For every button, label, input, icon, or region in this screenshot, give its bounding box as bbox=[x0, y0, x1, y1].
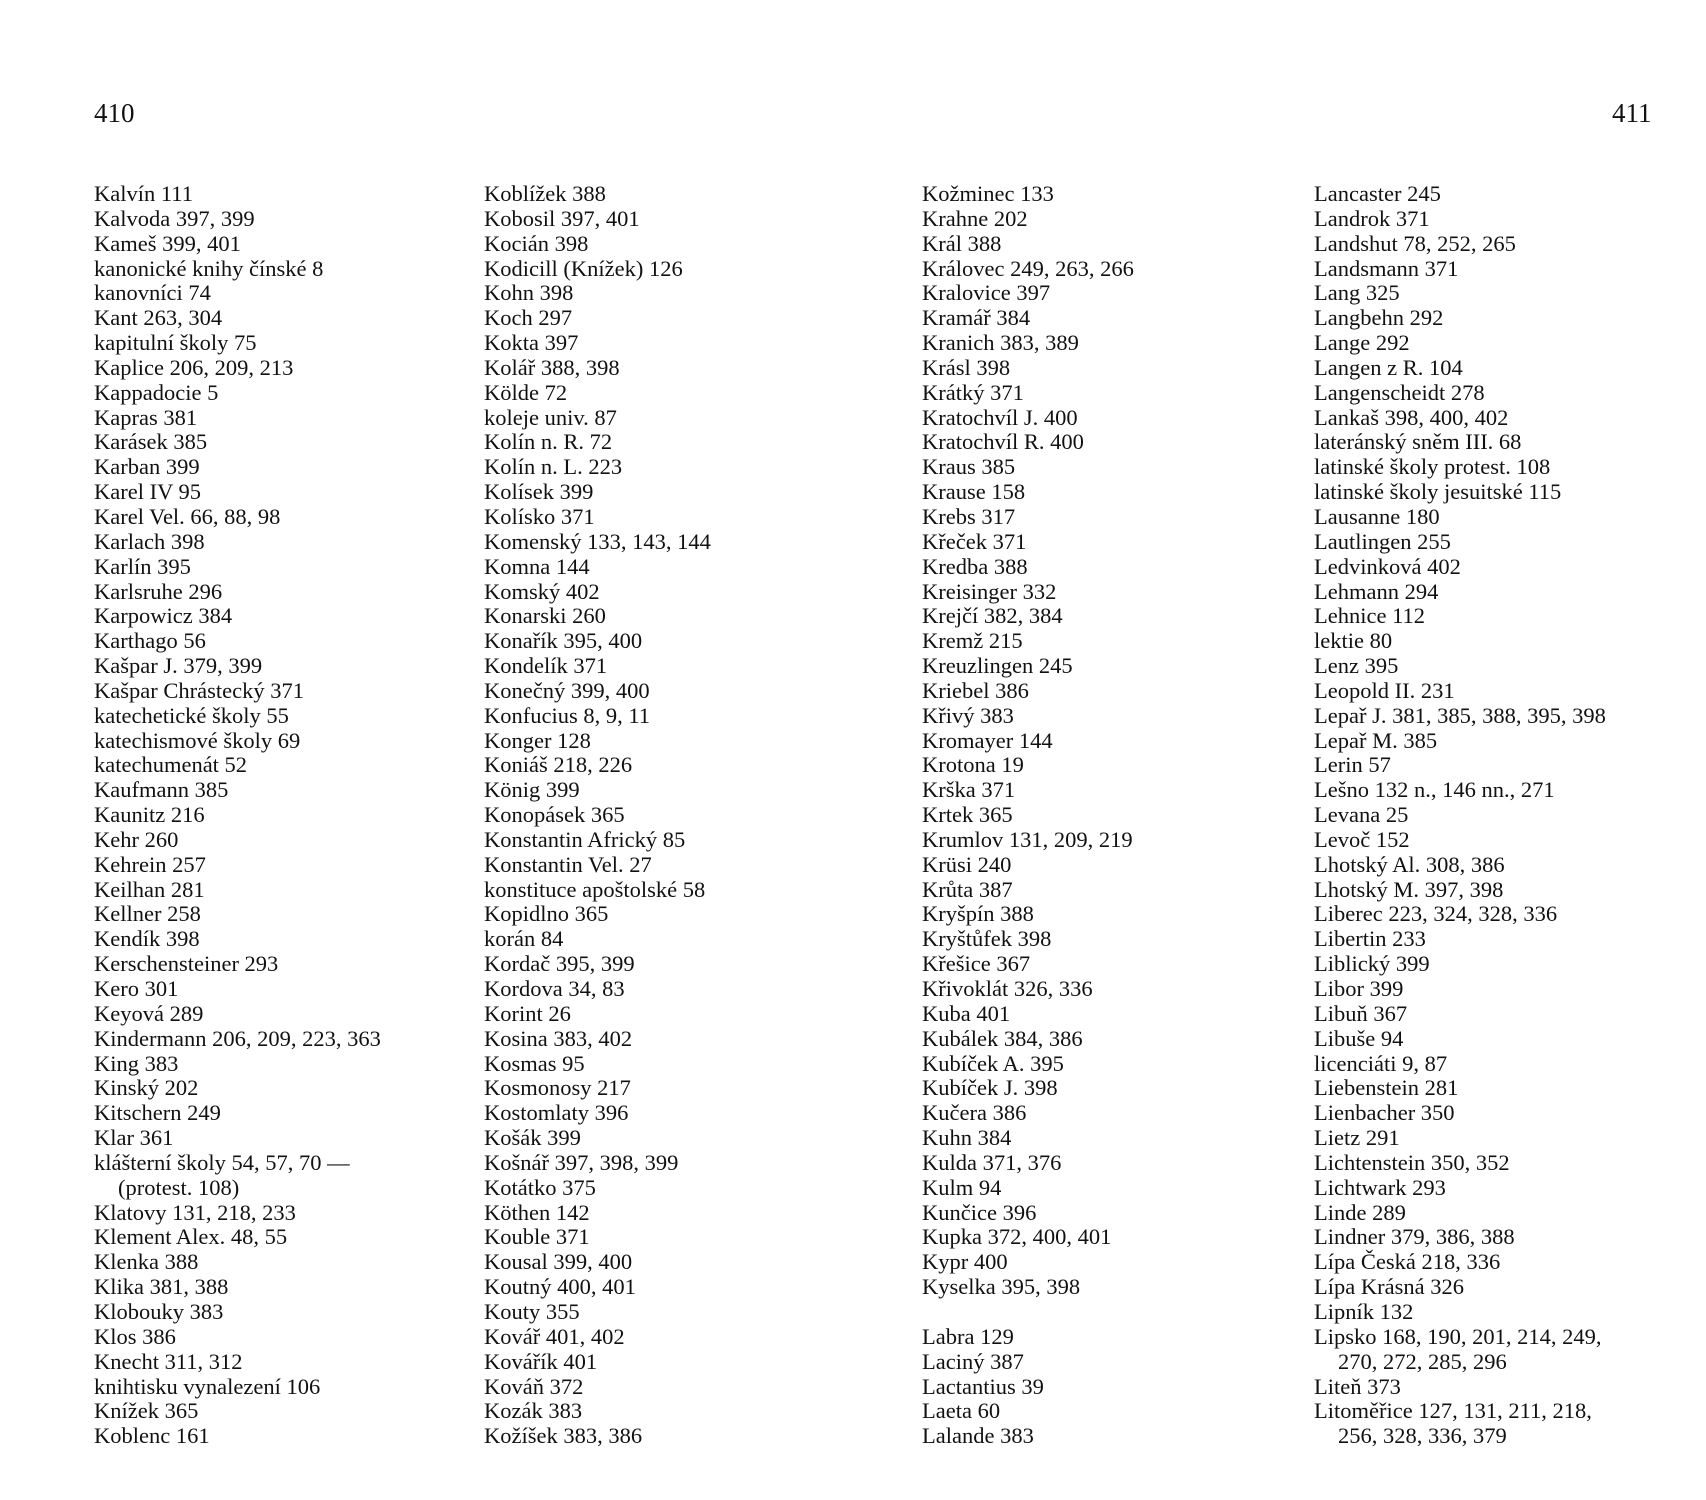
index-entry: Libuň 367 bbox=[1314, 1000, 1408, 1026]
index-entry: Lípa Krásná 326 bbox=[1314, 1274, 1464, 1300]
index-entry: Kosmas 95 bbox=[484, 1050, 585, 1076]
index-entry: Kreisinger 332 bbox=[922, 578, 1057, 604]
index-entry: Kuba 401 bbox=[922, 1000, 1011, 1026]
index-entry: Klenka 388 bbox=[94, 1249, 199, 1275]
index-entry: Lactantius 39 bbox=[922, 1373, 1044, 1399]
index-entry: Kulda 371, 376 bbox=[922, 1149, 1062, 1175]
index-entry: Kobosil 397, 401 bbox=[484, 205, 640, 231]
index-entry: Košák 399 bbox=[484, 1125, 581, 1151]
index-entry: Lipník 132 bbox=[1314, 1298, 1414, 1324]
index-entry: Krause 158 bbox=[922, 479, 1026, 505]
index-entry: Krásl 398 bbox=[922, 354, 1011, 380]
index-entry: Karlsruhe 296 bbox=[94, 578, 223, 604]
index-entry: Kameš 399, 401 bbox=[94, 230, 241, 256]
index-entry: lateránský sněm III. 68 bbox=[1314, 429, 1522, 455]
index-entry: Kalvoda 397, 399 bbox=[94, 205, 255, 231]
index-entry: Kromayer 144 bbox=[922, 727, 1053, 753]
index-entry: Karel Vel. 66, 88, 98 bbox=[94, 503, 281, 529]
index-entry: Karel IV 95 bbox=[94, 479, 202, 505]
index-entry: Kašpar Chrástecký 371 bbox=[94, 677, 304, 703]
index-entry: Karpowicz 384 bbox=[94, 603, 233, 629]
index-entry: konstituce apoštolské 58 bbox=[484, 876, 706, 902]
index-entry: Liblický 399 bbox=[1314, 951, 1430, 977]
index-entry: Laeta 60 bbox=[922, 1398, 1001, 1424]
index-entry: Kehrein 257 bbox=[94, 851, 206, 877]
index-entry: Langen z R. 104 bbox=[1314, 354, 1463, 380]
index-entry: King 383 bbox=[94, 1050, 179, 1076]
index-entry: Linde 289 bbox=[1314, 1199, 1406, 1225]
index-entry: Knecht 311, 312 bbox=[94, 1348, 243, 1374]
index-entry: knihtisku vynalezení 106 bbox=[94, 1373, 321, 1399]
index-entry: Langenscheidt 278 bbox=[1314, 379, 1485, 405]
index-entry: Libertin 233 bbox=[1314, 926, 1426, 952]
index-entry: Křivoklát 326, 336 bbox=[922, 976, 1093, 1001]
index-entry: katechismové školy 69 bbox=[94, 727, 301, 753]
index-entry: Krtek 365 bbox=[922, 802, 1013, 828]
index-entry: Koblenc 161 bbox=[94, 1423, 210, 1449]
index-entry: klášterní školy 54, 57, 70 — bbox=[94, 1149, 350, 1175]
index-entry: Kubálek 384, 386 bbox=[922, 1025, 1083, 1051]
index-entry: Lienbacher 350 bbox=[1314, 1100, 1455, 1126]
index-entry: Kovář 401, 402 bbox=[484, 1323, 625, 1349]
index-entry: Lancaster 245 bbox=[1314, 181, 1441, 206]
index-entry: Kordova 34, 83 bbox=[484, 976, 625, 1001]
index-entry: Lhotský M. 397, 398 bbox=[1314, 876, 1504, 902]
index-entry: Lipsko 168, 190, 201, 214, 249, bbox=[1314, 1323, 1602, 1349]
index-entry: Kocián 398 bbox=[484, 230, 589, 256]
index-entry: Košnář 397, 398, 399 bbox=[484, 1149, 679, 1175]
index-entry: Kunčice 396 bbox=[922, 1199, 1037, 1225]
index-entry: Kosina 383, 402 bbox=[484, 1025, 633, 1051]
index-entry: Karlach 398 bbox=[94, 528, 205, 554]
index-entry: Libor 399 bbox=[1314, 976, 1404, 1001]
index-entry: Lang 325 bbox=[1314, 280, 1400, 306]
index-entry: Koutný 400, 401 bbox=[484, 1274, 636, 1300]
index-entry: Lenz 395 bbox=[1314, 653, 1399, 679]
index-entry: Kaunitz 216 bbox=[94, 802, 205, 828]
index-entry: Kondelík 371 bbox=[484, 653, 608, 679]
index-entry: kanonické knihy čínské 8 bbox=[94, 255, 324, 281]
index-entry: Lankaš 398, 400, 402 bbox=[1314, 404, 1509, 430]
index-entry: Kokta 397 bbox=[484, 330, 579, 356]
index-entry: Kellner 258 bbox=[94, 901, 201, 927]
index-entry: Kousal 399, 400 bbox=[484, 1249, 633, 1275]
index-entry: Kindermann 206, 209, 223, 363 bbox=[94, 1025, 381, 1051]
index-entry: katechetické školy 55 bbox=[94, 702, 289, 728]
index-entry: Konečný 399, 400 bbox=[484, 677, 650, 703]
index-entry: Kraus 385 bbox=[922, 454, 1016, 480]
index-entry: Kulm 94 bbox=[922, 1174, 1002, 1200]
index-entry: Krška 371 bbox=[922, 777, 1016, 803]
index-entry: lektie 80 bbox=[1314, 628, 1393, 654]
index-column-4 bbox=[1314, 182, 1606, 1449]
index-entry: koleje univ. 87 bbox=[484, 404, 617, 430]
index-column-3 bbox=[922, 182, 1134, 1449]
index-entry: Liteň 373 bbox=[1314, 1373, 1401, 1399]
index-entry: Kitschern 249 bbox=[94, 1100, 221, 1126]
index-entry: Lhotský Al. 308, 386 bbox=[1314, 851, 1505, 877]
index-entry: Landrok 371 bbox=[1314, 205, 1430, 231]
index-entry: Liberec 223, 324, 328, 336 bbox=[1314, 901, 1558, 927]
index-entry: Kostomlaty 396 bbox=[484, 1100, 629, 1126]
index-entry: korán 84 bbox=[484, 926, 564, 952]
index-entry: Komský 402 bbox=[484, 578, 600, 604]
index-entry: Kolísek 399 bbox=[484, 479, 594, 505]
index-entry: Kolín n. L. 223 bbox=[484, 454, 623, 480]
index-entry: König 399 bbox=[484, 777, 580, 803]
index-entry: Keilhan 281 bbox=[94, 876, 205, 902]
page-number-right: 411 bbox=[1612, 98, 1652, 128]
index-entry: latinské školy protest. 108 bbox=[1314, 454, 1551, 480]
index-entry: Karban 399 bbox=[94, 454, 200, 480]
index-entry: Kotátko 375 bbox=[484, 1174, 596, 1200]
index-entry: Kordač 395, 399 bbox=[484, 951, 635, 977]
index-entry: kanovníci 74 bbox=[94, 280, 211, 306]
index-entry: Keyová 289 bbox=[94, 1000, 204, 1026]
index-entry: Kozák 383 bbox=[484, 1398, 583, 1424]
index-entry: Kosmonosy 217 bbox=[484, 1075, 631, 1101]
section-gap bbox=[922, 1300, 1134, 1325]
index-entry: Krátký 371 bbox=[922, 379, 1024, 405]
index-entry: Kovářík 401 bbox=[484, 1348, 598, 1374]
index-entry: 256, 328, 336, 379 bbox=[1338, 1423, 1507, 1449]
index-entry: Labra 129 bbox=[922, 1323, 1014, 1349]
index-entry: Korint 26 bbox=[484, 1000, 571, 1026]
index-entry: Levoč 152 bbox=[1314, 826, 1410, 852]
index-entry: latinské školy jesuitské 115 bbox=[1314, 479, 1562, 505]
index-entry: Kubíček J. 398 bbox=[922, 1075, 1058, 1101]
index-entry: Krumlov 131, 209, 219 bbox=[922, 826, 1133, 852]
index-entry: kapitulní školy 75 bbox=[94, 330, 257, 356]
index-entry: Kremž 215 bbox=[922, 628, 1023, 654]
index-entry: Kerschensteiner 293 bbox=[94, 951, 279, 977]
index-entry: Langbehn 292 bbox=[1314, 305, 1444, 331]
index-entry: Kryšpín 388 bbox=[922, 901, 1034, 927]
index-entry: Kouty 355 bbox=[484, 1298, 580, 1324]
index-entry: Kouble 371 bbox=[484, 1224, 590, 1250]
index-entry: Kryštůfek 398 bbox=[922, 926, 1052, 952]
index-entry: Konger 128 bbox=[484, 727, 591, 753]
index-entry: Kalvín 111 bbox=[94, 181, 193, 206]
index-entry: Krebs 317 bbox=[922, 503, 1016, 529]
index-entry: Levana 25 bbox=[1314, 802, 1409, 828]
index-entry: Křeček 371 bbox=[922, 528, 1027, 554]
index-entry: Lalande 383 bbox=[922, 1423, 1034, 1449]
index-entry: Král 388 bbox=[922, 230, 1002, 256]
index-entry: Klobouky 383 bbox=[94, 1298, 224, 1324]
index-entry: 270, 272, 285, 296 bbox=[1338, 1348, 1507, 1374]
page-number-left: 410 bbox=[94, 98, 135, 128]
index-entry: Kehr 260 bbox=[94, 826, 179, 852]
index-entry: Landshut 78, 252, 265 bbox=[1314, 230, 1516, 256]
index-entry: Lindner 379, 386, 388 bbox=[1314, 1224, 1515, 1250]
index-entry: Lichtwark 293 bbox=[1314, 1174, 1446, 1200]
index-entry: Komenský 133, 143, 144 bbox=[484, 528, 711, 554]
index-entry: Liebenstein 281 bbox=[1314, 1075, 1459, 1101]
index-entry: Klement Alex. 48, 55 bbox=[94, 1224, 288, 1250]
index-entry: Kendík 398 bbox=[94, 926, 200, 952]
index-entry: Kopidlno 365 bbox=[484, 901, 609, 927]
index-entry: Litoměřice 127, 131, 211, 218, bbox=[1314, 1398, 1592, 1424]
index-entry: Kappadocie 5 bbox=[94, 379, 219, 405]
index-entry: Kožminec 133 bbox=[922, 181, 1054, 206]
index-entry: Landsmann 371 bbox=[1314, 255, 1459, 281]
index-entry: Kölde 72 bbox=[484, 379, 568, 405]
index-entry: Kredba 388 bbox=[922, 553, 1028, 579]
index-entry: Kašpar J. 379, 399 bbox=[94, 653, 263, 679]
index-entry: Koblížek 388 bbox=[484, 181, 606, 206]
index-entry: Lange 292 bbox=[1314, 330, 1410, 356]
index-entry: Konarski 260 bbox=[484, 603, 606, 629]
index-entry: Koniáš 218, 226 bbox=[484, 752, 633, 778]
index-column-1 bbox=[94, 182, 381, 1449]
index-entry: Karthago 56 bbox=[94, 628, 206, 654]
index-entry: Konstantin Africký 85 bbox=[484, 826, 686, 852]
index-entry: Lehmann 294 bbox=[1314, 578, 1439, 604]
index-entry: Klar 361 bbox=[94, 1125, 174, 1151]
index-entry: licenciáti 9, 87 bbox=[1314, 1050, 1448, 1076]
index-entry: Köthen 142 bbox=[484, 1199, 590, 1225]
index-entry: Konfucius 8, 9, 11 bbox=[484, 702, 651, 728]
index-entry: Kratochvíl R. 400 bbox=[922, 429, 1084, 455]
index-entry: Kohn 398 bbox=[484, 280, 574, 306]
index-entry: Lausanne 180 bbox=[1314, 503, 1440, 529]
index-column-2 bbox=[484, 182, 711, 1449]
index-entry: Kinský 202 bbox=[94, 1075, 199, 1101]
index-entry: Kodicill (Knížek) 126 bbox=[484, 255, 683, 281]
index-entry: Kreuzlingen 245 bbox=[922, 653, 1073, 679]
index-entry: katechumenát 52 bbox=[94, 752, 248, 778]
index-entry: Krůta 387 bbox=[922, 876, 1013, 902]
index-entry: Kučera 386 bbox=[922, 1100, 1027, 1126]
index-entry: Ledvinková 402 bbox=[1314, 553, 1461, 579]
index-entry: Kant 263, 304 bbox=[94, 305, 223, 331]
index-entry: Kriebel 386 bbox=[922, 677, 1029, 703]
index-entry: Kyselka 395, 398 bbox=[922, 1274, 1081, 1300]
index-entry: Leopold II. 231 bbox=[1314, 677, 1455, 703]
index-entry: Kralovice 397 bbox=[922, 280, 1051, 306]
index-entry: Koch 297 bbox=[484, 305, 573, 331]
index-entry: Laciný 387 bbox=[922, 1348, 1024, 1374]
index-entry: Lehnice 112 bbox=[1314, 603, 1425, 629]
index-entry: Krahne 202 bbox=[922, 205, 1028, 231]
index-entry: Lepař J. 381, 385, 388, 395, 398 bbox=[1314, 702, 1606, 728]
index-entry: Kypr 400 bbox=[922, 1249, 1008, 1275]
index-entry: Konstantin Vel. 27 bbox=[484, 851, 652, 877]
index-entry: Kero 301 bbox=[94, 976, 179, 1001]
index-entry: Konopásek 365 bbox=[484, 802, 625, 828]
index-entry: Libuše 94 bbox=[1314, 1025, 1404, 1051]
index-entry: Klika 381, 388 bbox=[94, 1274, 229, 1300]
index-entry: Komna 144 bbox=[484, 553, 590, 579]
index-entry: Kramář 384 bbox=[922, 305, 1031, 331]
index-entry: (protest. 108) bbox=[118, 1174, 240, 1200]
index-entry: Kubíček A. 395 bbox=[922, 1050, 1064, 1076]
index-entry: Kolísko 371 bbox=[484, 503, 595, 529]
index-entry: Lešno 132 n., 146 nn., 271 bbox=[1314, 777, 1555, 803]
index-entry: Křešice 367 bbox=[922, 951, 1031, 977]
index-entry: Lautlingen 255 bbox=[1314, 528, 1451, 554]
index-entry: Knížek 365 bbox=[94, 1398, 199, 1424]
index-entry: Lerin 57 bbox=[1314, 752, 1391, 778]
index-entry: Kupka 372, 400, 401 bbox=[922, 1224, 1112, 1250]
index-entry: Kuhn 384 bbox=[922, 1125, 1012, 1151]
index-entry: Konařík 395, 400 bbox=[484, 628, 643, 654]
index-entry: Klos 386 bbox=[94, 1323, 176, 1349]
index-entry: Karlín 395 bbox=[94, 553, 191, 579]
index-entry: Kolář 388, 398 bbox=[484, 354, 620, 380]
index-entry: Křivý 383 bbox=[922, 702, 1014, 728]
index-entry: Kratochvíl J. 400 bbox=[922, 404, 1078, 430]
index-entry: Lietz 291 bbox=[1314, 1125, 1400, 1151]
index-entry: Klatovy 131, 218, 233 bbox=[94, 1199, 296, 1225]
index-entry: Karásek 385 bbox=[94, 429, 208, 455]
index-entry: Krotona 19 bbox=[922, 752, 1024, 778]
index-entry: Krüsi 240 bbox=[922, 851, 1012, 877]
index-entry: Královec 249, 263, 266 bbox=[922, 255, 1134, 281]
index-entry: Krejčí 382, 384 bbox=[922, 603, 1063, 629]
index-entry: Kapras 381 bbox=[94, 404, 198, 430]
index-entry: Lípa Česká 218, 336 bbox=[1314, 1249, 1501, 1275]
index-entry: Kováň 372 bbox=[484, 1373, 584, 1399]
index-entry: Kolín n. R. 72 bbox=[484, 429, 613, 455]
index-entry: Kaufmann 385 bbox=[94, 777, 229, 803]
index-entry: Lepař M. 385 bbox=[1314, 727, 1438, 753]
index-entry: Kranich 383, 389 bbox=[922, 330, 1079, 356]
index-entry: Kožíšek 383, 386 bbox=[484, 1423, 643, 1449]
index-entry: Kaplice 206, 209, 213 bbox=[94, 354, 294, 380]
index-entry: Lichtenstein 350, 352 bbox=[1314, 1149, 1510, 1175]
